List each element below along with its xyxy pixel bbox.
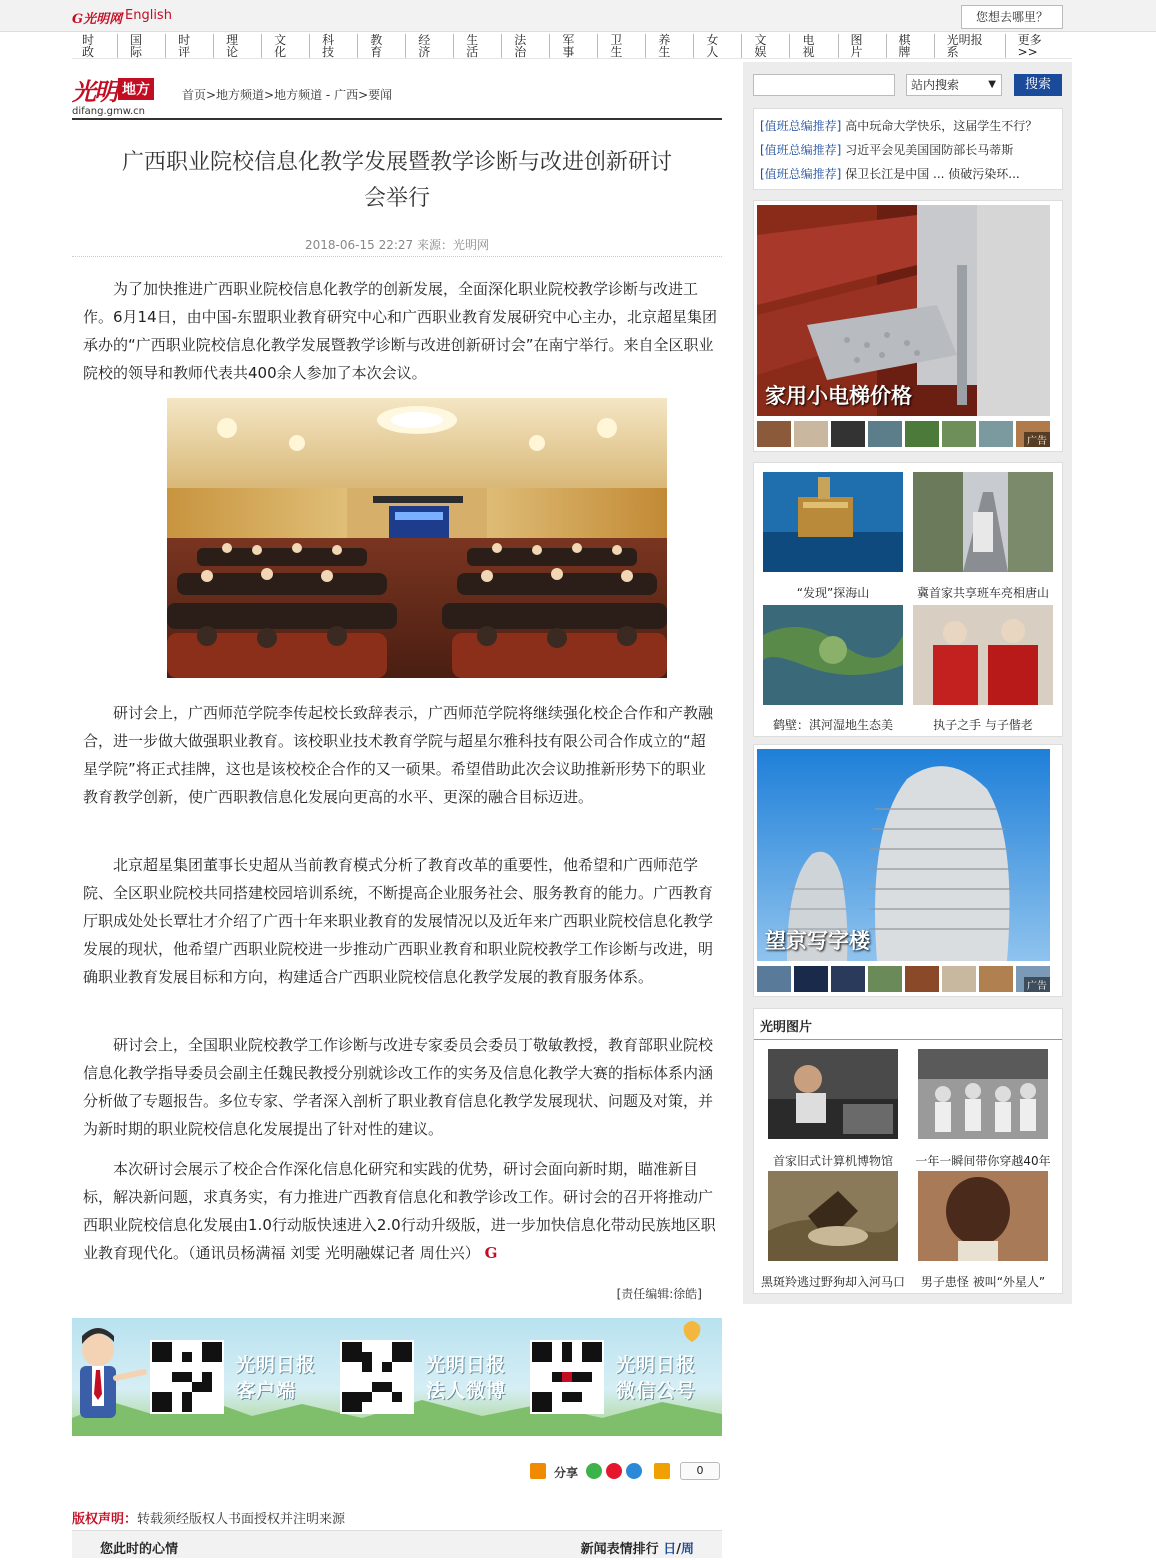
search-button[interactable]: 搜索 <box>1014 74 1062 96</box>
ad-caption[interactable]: 望京写字楼 <box>765 929 870 953</box>
photo-caption[interactable]: “发现”探海山 <box>796 586 870 600</box>
article-paragraph-4: 研讨会上，全国职业院校教学工作诊断与改进专家委员会委员丁敬敏教授，教育部职业院校信息化教学指导委员会副主任魏民教授分别就诊改工作的实务及信息化教学大赛的指标体系内涵分析做了专题报告。多位专家、学者深入剖析了职业教育信息化教学发展现状、问题及对策，并为新时期的职业院校信息化发展提出了针对性的建议。 <box>83 1036 714 1138</box>
nav-item[interactable]: 更多>> <box>1017 32 1042 59</box>
article-paragraph-5-text: 本次研讨会展示了校企合作深化信息化研究和实践的优势，研讨会面向新时期，瞄准新目标，解决新问题，求真务实，有力推进广西教育信息化和教学诊改工作。研讨会的召开将推动广西职业院校信息化发展由1.0行动版快速进入2.0行动升级版，进一步加快信息化带动民族地区职业教育现代化。（通讯员杨满福 刘雯 光明融媒记者 周仕兴） <box>83 1160 716 1262</box>
ad-tag: 广告 <box>1024 977 1050 992</box>
nav-item[interactable]: 图片 <box>839 34 887 58</box>
channel-logo[interactable] <box>72 72 154 107</box>
photo-thumb[interactable] <box>768 1049 898 1139</box>
ad-thumbnails <box>757 421 1050 447</box>
recommend-text[interactable]: 高中玩命大学快乐，这届学生不行？ <box>845 119 1038 133</box>
photo-thumb[interactable] <box>918 1049 1048 1139</box>
nav-item[interactable]: 科技 <box>310 34 358 58</box>
copyright-text: 转载须经版权人书面授权并注明来源 <box>137 1512 346 1527</box>
ad-thumb[interactable] <box>794 421 828 447</box>
main-nav <box>72 33 1072 59</box>
recommend-item[interactable] <box>760 117 1037 134</box>
qr-label-app: 光明日报 客户端 <box>236 1354 317 1402</box>
recommend-tag[interactable]: [值班总编推荐] <box>760 167 842 181</box>
nav-item[interactable]: 女人 <box>694 34 742 58</box>
article-title: 广西职业院校信息化教学发展暨教学诊断与改进创新研讨会举行 <box>121 150 672 211</box>
photo-caption[interactable]: 鹤壁：淇河湿地生态美 <box>772 718 893 732</box>
photo-thumb[interactable] <box>763 472 903 572</box>
qr-code-app <box>150 1340 224 1414</box>
breadcrumb[interactable]: 首页>地方频道>地方频道 - 广西>要闻 <box>182 88 393 102</box>
qr-label-wechat: 光明日报 微信公号 <box>616 1354 697 1402</box>
ad-thumb[interactable] <box>868 421 902 447</box>
nav-item[interactable]: 经济 <box>406 34 454 58</box>
ad-caption[interactable]: 家用小电梯价格 <box>765 384 912 408</box>
ad-thumb[interactable] <box>905 421 939 447</box>
share-label: 分享 <box>554 1466 579 1480</box>
share-bar <box>530 1462 720 1482</box>
ad-thumb[interactable] <box>831 421 865 447</box>
mood-ranking: 新闻表情排行 日/周 <box>580 1542 694 1557</box>
qr-code-wechat <box>530 1340 604 1414</box>
top-bar <box>0 0 1156 32</box>
mood-title: 您此时的心情 <box>100 1542 179 1557</box>
logo-section: 地方 <box>118 78 154 100</box>
ad-thumb[interactable] <box>942 421 976 447</box>
gmw-logo[interactable]: G光明网 <box>72 12 123 27</box>
search-input[interactable] <box>753 74 895 96</box>
gm-pictures-divider <box>754 1039 1062 1040</box>
qr-code-weibo <box>340 1340 414 1414</box>
photo-thumb[interactable] <box>918 1171 1048 1261</box>
recommend-tag[interactable]: [值班总编推荐] <box>760 119 842 133</box>
ad-thumb[interactable] <box>757 966 791 992</box>
mood-ranking-day[interactable]: 日 <box>663 1542 677 1557</box>
photo-thumb[interactable] <box>763 605 903 705</box>
ad-thumb[interactable] <box>979 966 1013 992</box>
search-scope-value: 站内搜索 <box>911 78 960 92</box>
ad-thumb[interactable] <box>1016 421 1050 447</box>
nav-item[interactable]: 棋牌 <box>887 34 935 58</box>
gm-pictures-box <box>753 1008 1063 1294</box>
photo-thumb[interactable] <box>768 1171 898 1261</box>
copyright-label: 版权声明： <box>72 1512 138 1527</box>
qr-label-weibo: 光明日报 法人微博 <box>426 1354 507 1402</box>
nav-item[interactable]: 军事 <box>550 34 598 58</box>
share-count: 0 <box>680 1462 720 1480</box>
nav-item[interactable]: 养生 <box>646 34 694 58</box>
ad-thumbnails <box>757 966 1050 992</box>
nav-item[interactable]: 时评 <box>166 34 214 58</box>
channel-url: difang.gmw.cn <box>72 106 146 117</box>
wechat-icon[interactable] <box>586 1463 602 1479</box>
ad-thumb[interactable] <box>794 966 828 992</box>
article-meta: 2018-06-15 22:27 来源：光明网 <box>305 238 489 252</box>
ad-thumb[interactable] <box>831 966 865 992</box>
share-main-icon[interactable] <box>530 1463 546 1479</box>
where-to-go-button[interactable]: 您想去哪里？ <box>961 5 1063 29</box>
qr-banner[interactable] <box>72 1318 722 1436</box>
mood-bar <box>72 1530 722 1558</box>
ad-home-elevator[interactable] <box>753 200 1063 452</box>
article-paragraph-5 <box>83 1155 719 1267</box>
photo-caption[interactable]: 冀首家共享班车亮相唐山 <box>916 586 1049 600</box>
photo-caption[interactable]: 首家旧式计算机博物馆 <box>772 1154 893 1168</box>
mood-ranking-week[interactable]: 周 <box>680 1542 694 1557</box>
photo-thumb[interactable] <box>913 472 1053 572</box>
gm-pictures-title[interactable]: 光明图片 <box>760 1020 813 1035</box>
gmw-end-icon: G <box>484 1244 498 1262</box>
nav-item[interactable]: 文化 <box>262 34 310 58</box>
nav-item[interactable]: 理论 <box>214 34 262 58</box>
recommend-box <box>753 108 1063 190</box>
mood-ranking-label: 新闻表情排行 <box>580 1542 659 1557</box>
weibo-icon[interactable] <box>606 1463 622 1479</box>
ad-thumb[interactable] <box>942 966 976 992</box>
ad-office-building[interactable] <box>753 744 1063 997</box>
qzone-icon[interactable] <box>626 1463 642 1479</box>
photo-caption[interactable]: 黑斑羚逃过野狗却入河马口 <box>760 1275 905 1289</box>
conference-photo <box>167 398 667 678</box>
search-scope-select[interactable] <box>906 74 1002 96</box>
english-link[interactable]: English <box>125 8 172 23</box>
ad-thumb[interactable] <box>868 966 902 992</box>
nav-item[interactable]: 文娱 <box>742 34 790 58</box>
photo-caption[interactable]: 男子患怪 被叫“外星人” <box>920 1275 1046 1289</box>
ad-thumb[interactable] <box>1016 966 1050 992</box>
recommend-text[interactable]: 习近平会见美国国防部长马蒂斯 <box>845 143 1014 157</box>
nav-item[interactable]: 法治 <box>502 34 550 58</box>
more-share-icon[interactable] <box>654 1463 670 1479</box>
recommend-item[interactable] <box>760 141 1013 158</box>
photo-thumb[interactable] <box>913 605 1053 705</box>
article-paragraph-2: 研讨会上，广西师范学院李传起校长致辞表示，广西师范学院将继续强化校企合作和产教融合，进一步做大做强职业教育。该校职业技术教育学院与超星尔雅科技有限公司合作成立的“超星学院”将正式挂牌，这也是该校校企合作的又一硕果。希望借助此次会议助推新形势下的职业教育教学创新，使广西职教信息化发展向更高的水平、更深的融合目标迈进。 <box>83 704 714 806</box>
nav-item[interactable]: 教育 <box>358 34 406 58</box>
recommend-item[interactable] <box>760 165 1020 182</box>
recommend-text[interactable]: 保卫长江是中国 ... 侦破污染环... <box>845 167 1020 181</box>
chevron-down-icon: ▼ <box>988 79 996 90</box>
responsible-editor: [责任编辑:徐皓] <box>616 1287 702 1301</box>
nav-item[interactable]: 时政 <box>72 34 118 58</box>
ad-thumb[interactable] <box>757 421 791 447</box>
recommend-tag[interactable]: [值班总编推荐] <box>760 143 842 157</box>
ad-thumb[interactable] <box>905 966 939 992</box>
article-paragraph-3: 北京超星集团董事长史超从当前教育模式分析了教育改革的重要性，他希望和广西师范学院、全区职业院校共同搭建校园培训系统，不断提高企业服务社会、服务教育的能力。广西教育厅职成处处长覃壮才介绍了广西十年来职业教育的发展情况以及近年来广西职业院校信息化教学发展的现状，他希望广西职业院校进一步推动广西职业教育和职业院校教学工作诊断与改进，明确职业教育发展目标和方向，构建适合广西职业院校信息化教学发展的教育服务体系。 <box>83 856 714 986</box>
ad-thumb[interactable] <box>979 421 1013 447</box>
nav-item[interactable]: 国际 <box>118 34 166 58</box>
nav-item[interactable]: 光明报系 <box>935 34 1006 58</box>
nav-item[interactable]: 生活 <box>454 34 502 58</box>
nav-item[interactable]: 卫生 <box>598 34 646 58</box>
logo-calligraphy: 光明 <box>72 77 116 106</box>
photo-grid <box>753 462 1063 737</box>
article-paragraph-1: 为了加快推进广西职业院校信息化教学的创新发展，全面深化职业院校教学诊断与改进工作。6月14日，由中国-东盟职业教育研究中心和广西职业教育发展研究中心主办，北京超星集团承办的“广西职业院校信息化教学发展暨教学诊断与改进创新研讨会”在南宁举行。来自全区职业院校的领导和教师代表共400余人参加了本次会议。 <box>83 280 718 382</box>
channel-header <box>72 70 722 120</box>
ad-tag: 广告 <box>1024 432 1050 447</box>
meta-divider <box>72 256 722 257</box>
ad-image[interactable] <box>757 749 1050 961</box>
ad-image[interactable] <box>757 205 1050 416</box>
photo-caption[interactable]: 一年一瞬间带你穿越40年 <box>915 1154 1051 1168</box>
photo-caption[interactable]: 执子之手 与子偕老 <box>933 718 1033 732</box>
nav-item[interactable]: 电视 <box>790 34 838 58</box>
copyright-notice <box>72 1508 345 1527</box>
